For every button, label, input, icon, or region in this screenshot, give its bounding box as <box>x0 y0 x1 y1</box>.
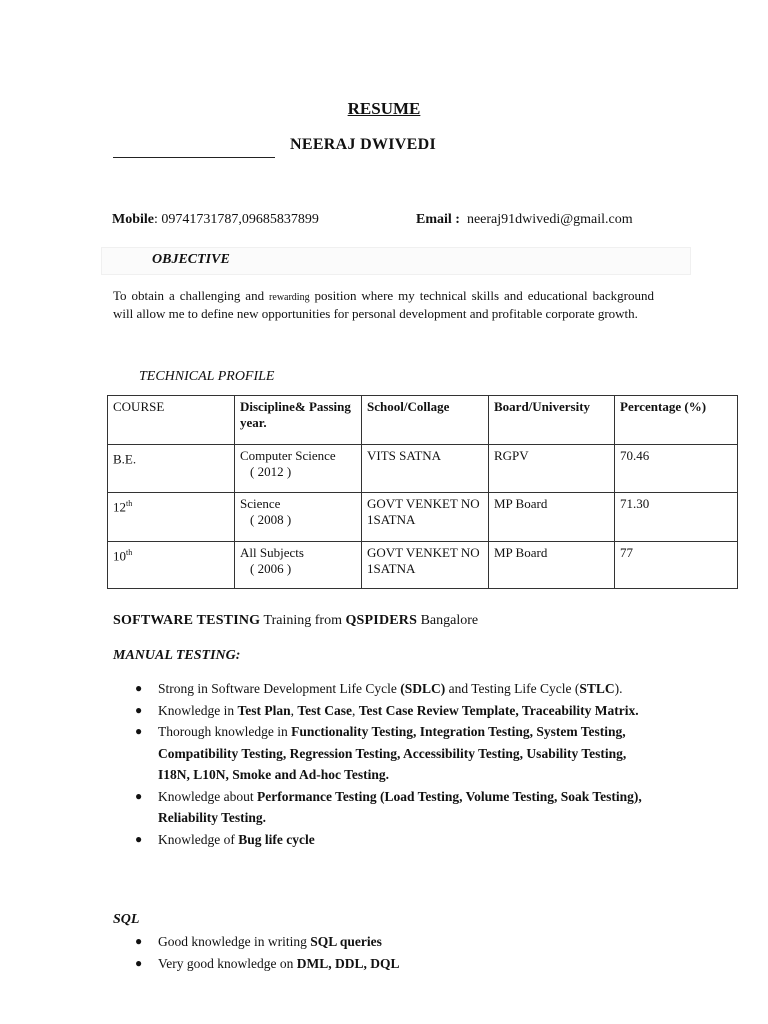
header-school: School/Collage <box>362 396 489 445</box>
sql-list <box>135 931 655 974</box>
cell-course: 12th <box>108 493 235 542</box>
cell-course: B.E. <box>108 445 235 493</box>
cell-school: GOVT VENKET NO 1SATNA <box>362 542 489 589</box>
cell-board: MP Board <box>489 542 615 589</box>
email-contact <box>416 212 633 228</box>
candidate-name: NEERAJ DWIVEDI <box>290 136 436 153</box>
cell-discipline: All Subjects ( 2006 ) <box>235 542 362 589</box>
bullet-icon: ● <box>135 702 143 717</box>
bullet-icon: ● <box>135 955 143 970</box>
header-course: COURSE <box>108 396 235 445</box>
training-line: SOFTWARE TESTING Training from QSPIDERS Bangalore <box>113 613 479 628</box>
cell-course: 10th <box>108 542 235 589</box>
list-item: ● Good knowledge in writing SQL queries <box>135 931 655 953</box>
mobile-label: Mobile <box>112 212 154 227</box>
cell-percentage: 71.30 <box>615 493 738 542</box>
list-item: ● Knowledge in Test Plan, Test Case, Test Case Review Template, Traceability Matrix. <box>135 700 655 722</box>
resume-title: RESUME <box>347 99 421 118</box>
cell-school: VITS SATNA <box>362 445 489 493</box>
cell-school: GOVT VENKET NO 1SATNA <box>362 493 489 542</box>
list-item: ● Strong in Software Development Life Cycle (SDLC) and Testing Life Cycle (STLC). <box>135 678 655 700</box>
header-board: Board/University <box>489 396 615 445</box>
cell-board: MP Board <box>489 493 615 542</box>
mobile-contact <box>112 212 319 228</box>
education-table <box>107 395 738 589</box>
list-item: ● Thorough knowledge in Functionality Testing, Integration Testing, System Testing, Compatibility Testing, Regression Testing, Accessibility Testing, Usability Testing, I18N, L10N, Smoke and Ad-hoc Testing. <box>135 721 655 786</box>
bullet-icon: ● <box>135 681 143 695</box>
table-header-row <box>108 396 738 445</box>
bullet-icon: ● <box>135 724 143 738</box>
technical-profile-heading: TECHNICAL PROFILE <box>139 369 275 384</box>
cell-discipline: Science ( 2008 ) <box>235 493 362 542</box>
list-item: ● Knowledge about Performance Testing (Load Testing, Volume Testing, Soak Testing), Reliability Testing. <box>135 786 655 829</box>
sql-heading: SQL <box>113 912 140 927</box>
table-row <box>108 493 738 542</box>
email-value: neeraj91dwivedi@gmail.com <box>466 212 633 227</box>
table-row <box>108 445 738 493</box>
list-item: ● Very good knowledge on DML, DDL, DQL <box>135 953 655 975</box>
list-item: ● Knowledge of Bug life cycle <box>135 829 655 851</box>
header-percentage: Percentage (%) <box>615 396 738 445</box>
bullet-icon: ● <box>135 831 143 846</box>
header-discipline: Discipline& Passing year. <box>235 396 362 445</box>
manual-testing-list <box>135 678 655 850</box>
objective-heading: OBJECTIVE <box>152 252 230 267</box>
table-row <box>108 542 738 589</box>
cell-percentage: 77 <box>615 542 738 589</box>
bullet-icon: ● <box>135 934 143 948</box>
cell-discipline: Computer Science ( 2012 ) <box>235 445 362 493</box>
name-underline-divider <box>113 157 275 158</box>
objective-text: To obtain a challenging and rewarding position where my technical skills and educational background will allow me to define new opportunities for personal development and profitable corporate growth. <box>113 288 655 321</box>
email-label: Email : <box>416 212 460 227</box>
bullet-icon: ● <box>135 788 143 803</box>
cell-board: RGPV <box>489 445 615 493</box>
cell-percentage: 70.46 <box>615 445 738 493</box>
mobile-value: : 09741731787,09685837899 <box>154 212 319 227</box>
manual-testing-heading: MANUAL TESTING: <box>113 648 241 663</box>
